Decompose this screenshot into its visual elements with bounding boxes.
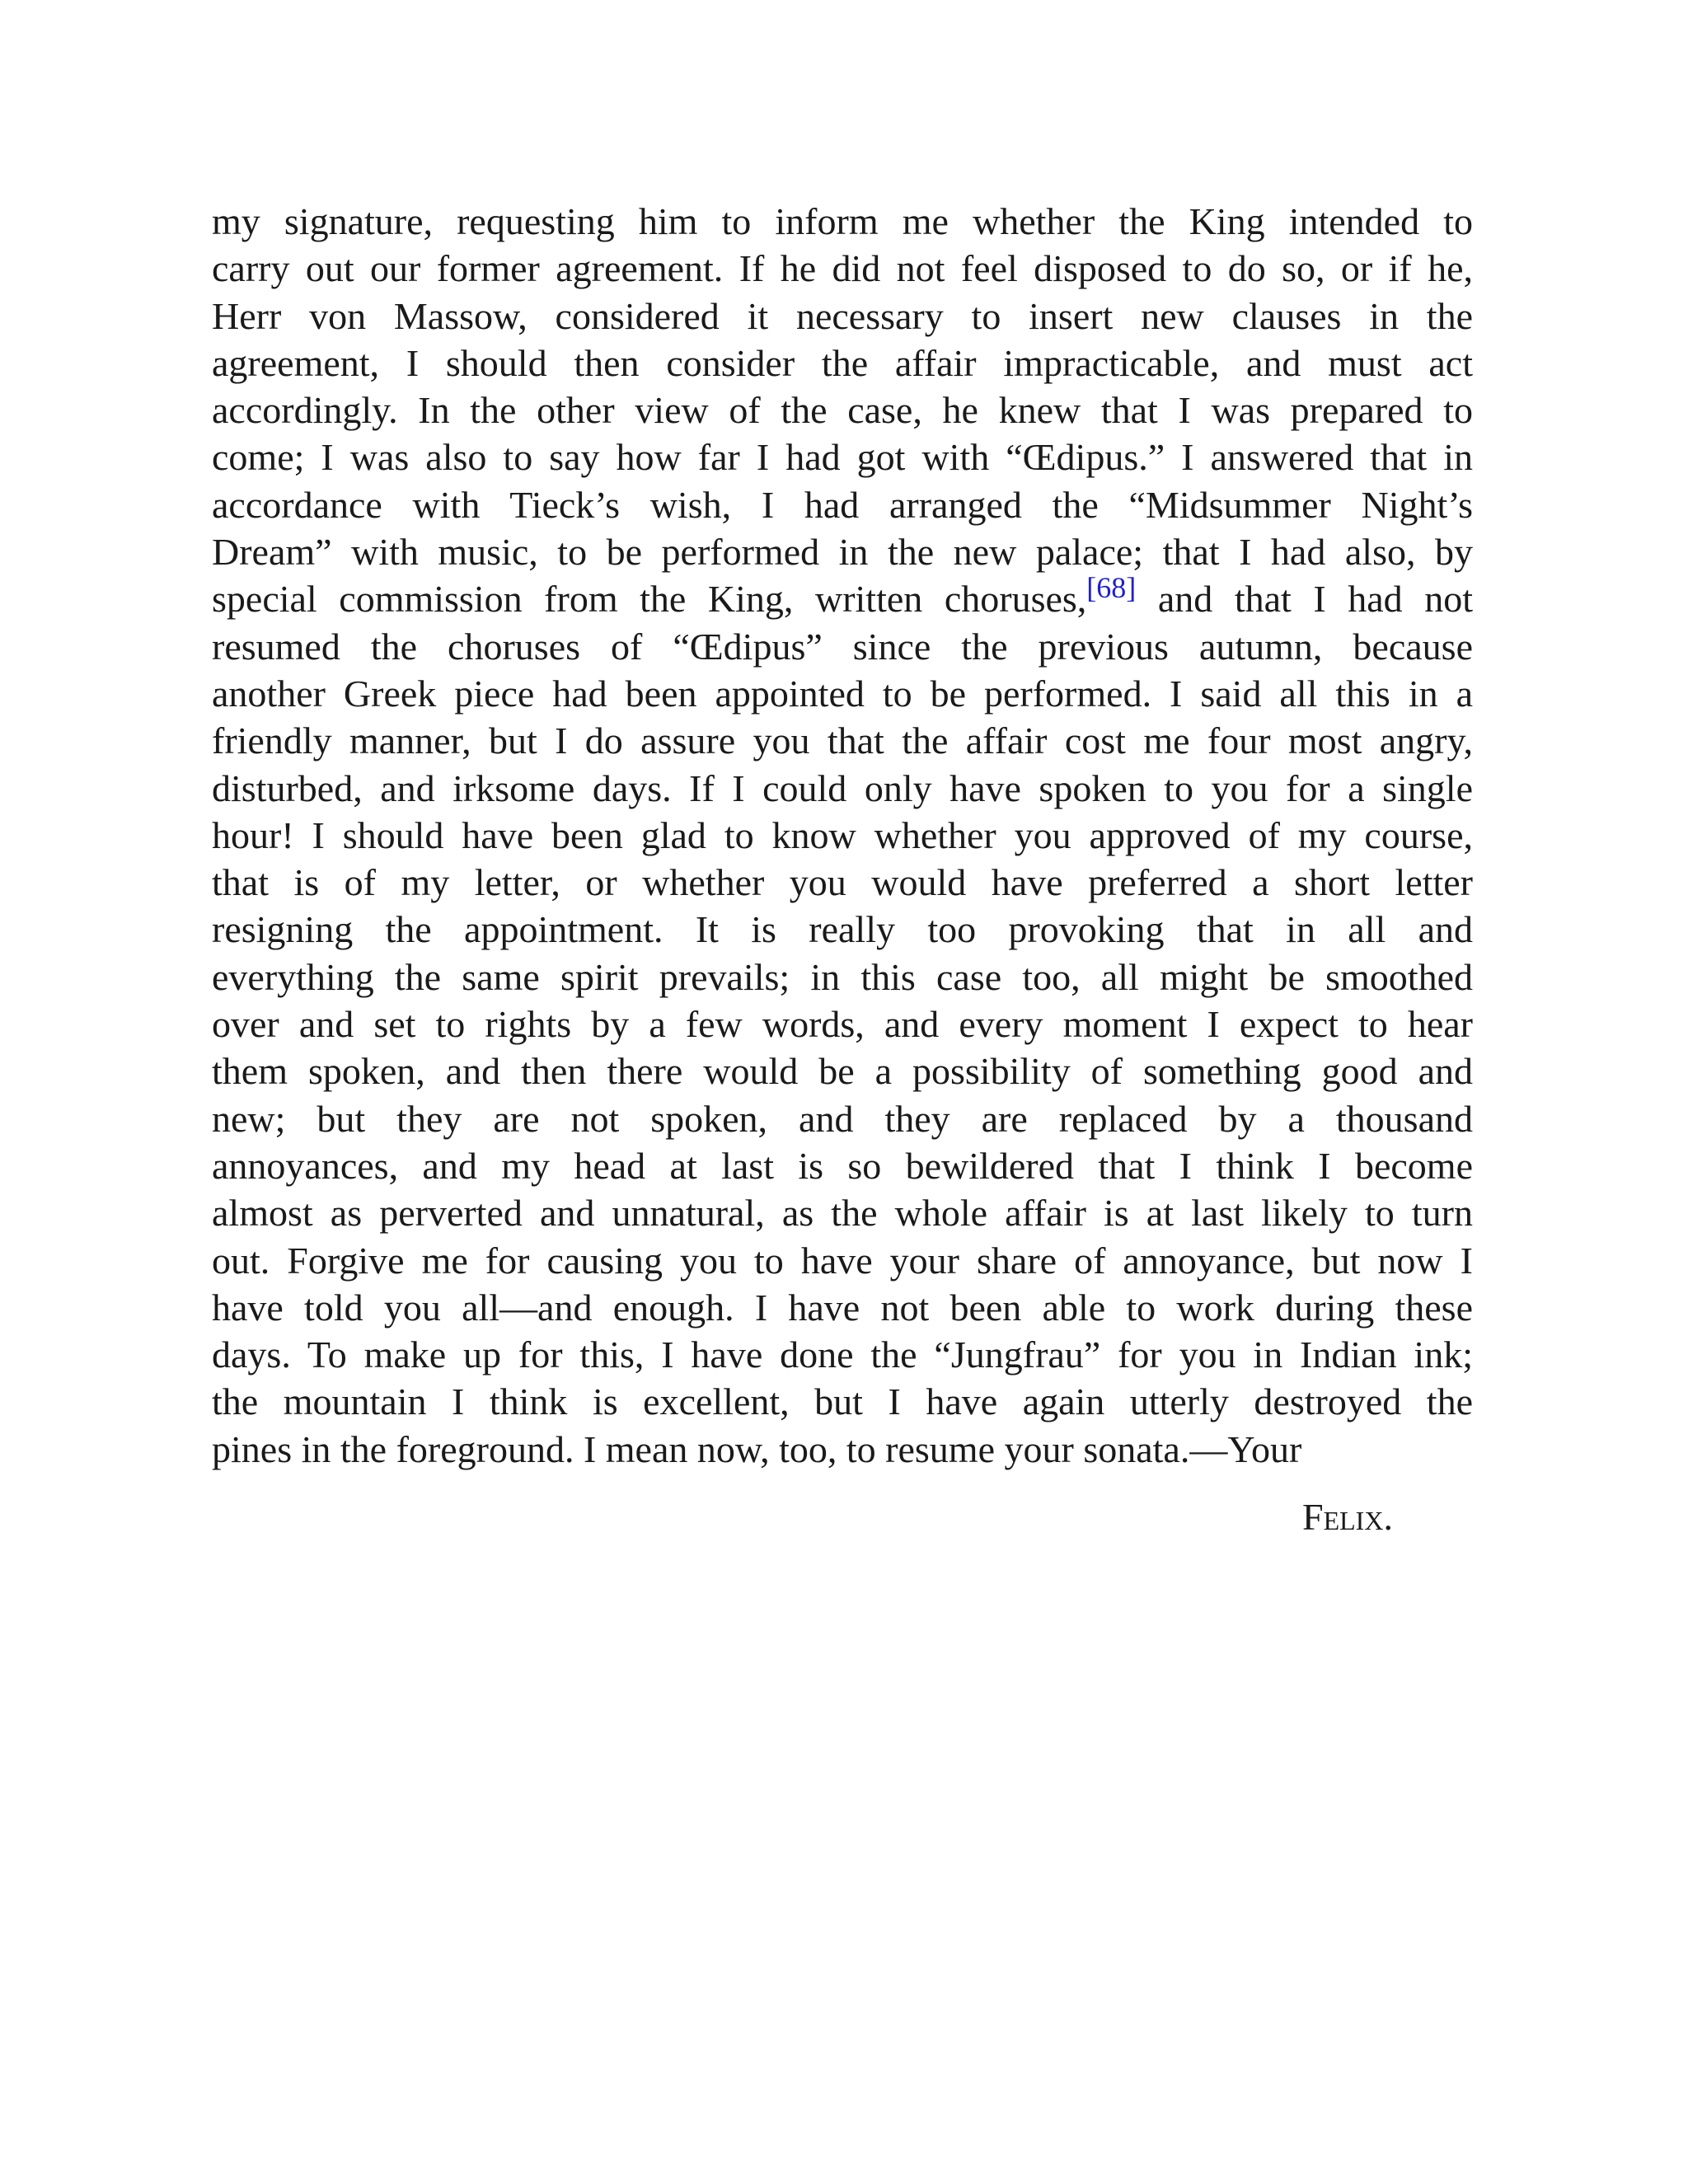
text-segment: and that I had not: [1136, 578, 1473, 621]
text-line-with-footnote: [212, 571, 1473, 622]
text-line: new; but they are not spoken, and they are replaced by a thousand: [212, 1097, 1473, 1140]
text-line: over and set to rights by a few words, and every moment I expect to hear: [212, 1003, 1473, 1046]
text-line: Herr von Massow, considered it necessary to insert new clauses in the: [212, 294, 1473, 337]
text-line: annoyances, and my head at last is so bewildered that I think I become: [212, 1144, 1473, 1187]
text-line: resumed the choruses of “Œdipus” since the previous autumn, because: [212, 625, 1473, 668]
text-line: resigning the appointment. It is really too provoking that in all and: [212, 908, 1473, 951]
text-line: the mountain I think is excellent, but I have again utterly destroyed the: [212, 1380, 1473, 1423]
text-line: days. To make up for this, I have done the “Jungfrau” for you in Indian ink;: [212, 1333, 1473, 1376]
text-line: that is of my letter, or whether you would have preferred a short letter: [212, 861, 1473, 904]
text-line: carry out our former agreement. If he did not feel disposed to do so, or if he,: [212, 247, 1473, 290]
text-line: friendly manner, but I do assure you that the affair cost me four most angry,: [212, 719, 1473, 762]
text-line: accordance with Tieck’s wish, I had arranged the “Midsummer Night’s: [212, 483, 1473, 526]
text-line: accordingly. In the other view of the case, he knew that I was prepared to: [212, 389, 1473, 432]
text-line: them spoken, and then there would be a possibility of something good and: [212, 1050, 1473, 1093]
text-line: another Greek piece had been appointed to be performed. I said all this in a: [212, 672, 1473, 715]
text-line: hour! I should have been glad to know whether you approved of my course,: [212, 813, 1473, 856]
signature: Felix.: [1302, 1496, 1393, 1538]
text-segment: special commission from the King, written choruses,: [212, 578, 1087, 621]
footnote-link[interactable]: [68]: [1086, 571, 1137, 605]
text-line: out. Forgive me for causing you to have your share of annoyance, but now I: [212, 1239, 1473, 1282]
text-line: agreement, I should then consider the affair impracticable, and must act: [212, 341, 1473, 384]
text-line: pines in the foreground. I mean now, too, to resume your sonata.—Your: [212, 1427, 1302, 1470]
letter-body: [212, 198, 1473, 1473]
text-line: my signature, requesting him to inform me whether the King intended to: [212, 200, 1473, 242]
text-line: have told you all—and enough. I have not been able to work during these: [212, 1286, 1473, 1329]
text-line: disturbed, and irksome days. If I could only have spoken to you for a single: [212, 766, 1473, 809]
text-line: almost as perverted and unnatural, as the whole affair is at last likely to turn: [212, 1192, 1473, 1235]
text-line: everything the same spirit prevails; in this case too, all might be smoothed: [212, 955, 1473, 998]
text-line: Dream” with music, to be performed in the new palace; that I had also, by: [212, 531, 1473, 574]
text-line: come; I was also to say how far I had got with “Œdipus.” I answered that in: [212, 436, 1473, 479]
